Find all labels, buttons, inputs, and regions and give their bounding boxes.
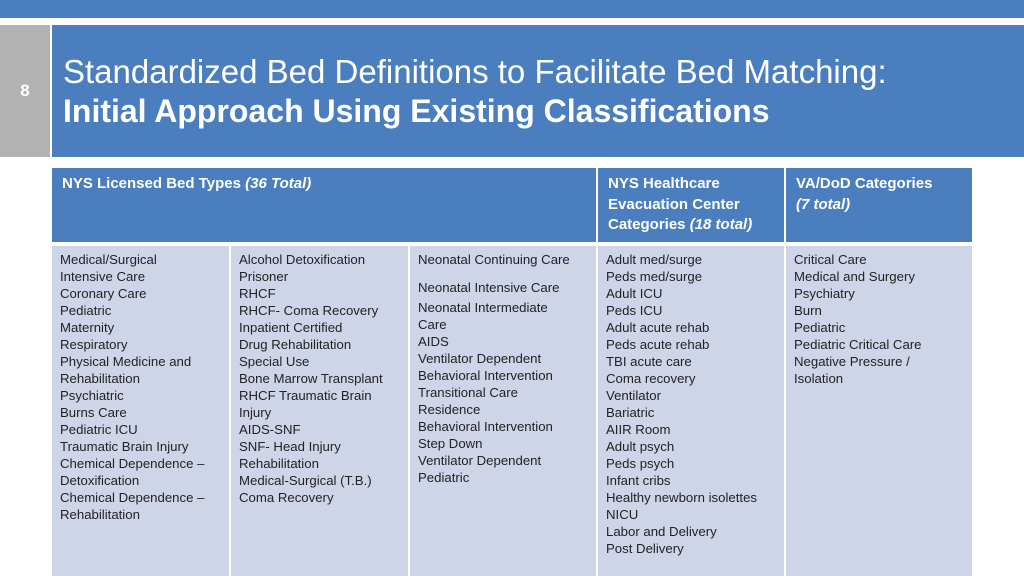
top-band — [0, 0, 1024, 18]
list-item: Step Down — [418, 436, 483, 451]
col-licensed-2 — [231, 246, 408, 576]
list-item: AIDS — [418, 334, 449, 349]
col-licensed-1 — [52, 246, 229, 576]
list-item: Labor and Delivery — [606, 524, 717, 539]
list-item: Coma recovery — [606, 371, 696, 386]
header-nys-licensed — [52, 168, 596, 242]
list-item: Behavioral Intervention — [418, 368, 553, 383]
list-item: Pediatric — [418, 470, 470, 485]
slide-number-text: 8 — [20, 81, 30, 100]
list-item: Adult ICU — [606, 286, 663, 301]
list-item: Burns Care — [60, 405, 127, 420]
list-item: Ventilator — [606, 388, 661, 403]
col-licensed-3 — [410, 246, 596, 576]
list-item: Rehabilitation — [239, 456, 319, 471]
list-item: Coronary Care — [60, 286, 147, 301]
slide-number — [0, 25, 50, 157]
list-item: Peds psych — [606, 456, 675, 471]
list-item: Prisoner — [239, 269, 289, 284]
list-item: RHCF — [239, 286, 276, 301]
list-item: Drug Rehabilitation — [239, 337, 352, 352]
list-item: Ventilator Dependent — [418, 351, 542, 366]
spacer — [418, 268, 588, 279]
list-item: Burn — [794, 303, 822, 318]
list-item: Bone Marrow Transplant — [239, 371, 383, 386]
header-evac-note: (18 total) — [689, 216, 753, 233]
list-item: Residence — [418, 402, 481, 417]
list-item: Medical-Surgical (T.B.) — [239, 473, 372, 488]
col-evac-center — [598, 246, 784, 576]
list-item: Pediatric ICU — [60, 422, 138, 437]
list-item: Chemical Dependence – — [60, 490, 205, 505]
list-item: Ventilator Dependent — [418, 453, 542, 468]
header-evac-line1: NYS Healthcare — [608, 175, 720, 192]
slide-title: Standardized Bed Definitions to Facilitate Bed Matching: — [63, 53, 887, 90]
list-item: Peds med/surge — [606, 269, 703, 284]
list-item: Adult acute rehab — [606, 320, 710, 335]
header-nys-licensed-note: (36 Total) — [245, 175, 312, 192]
list-item: Behavioral Intervention — [418, 419, 553, 434]
list-item: AIDS-SNF — [239, 422, 301, 437]
list-item: Physical Medicine and — [60, 354, 192, 369]
list-item: Healthy newborn isolettes — [606, 490, 758, 505]
list-item: Maternity — [60, 320, 115, 335]
bed-definitions-table — [52, 168, 972, 576]
list-item: SNF- Head Injury — [239, 439, 341, 454]
header-va-dod-label: VA/DoD Categories — [796, 175, 933, 192]
title-bar — [52, 25, 1024, 157]
header-evac-center — [598, 168, 784, 242]
header-evac-line3: Categories — [608, 216, 686, 233]
list-item: Special Use — [239, 354, 310, 369]
list-item: Coma Recovery — [239, 490, 334, 505]
list-item: Medical and Surgery — [794, 269, 915, 284]
list-item: Infant cribs — [606, 473, 671, 488]
list-item: Rehabilitation — [60, 371, 140, 386]
list-item: AIIR Room — [606, 422, 671, 437]
list-item: Critical Care — [794, 252, 867, 267]
list-item: Pediatric Critical Care — [794, 337, 922, 352]
header-nys-licensed-label: NYS Licensed Bed Types — [62, 175, 241, 192]
list-item: Neonatal Intensive Care — [418, 280, 560, 295]
list-item: Pediatric — [794, 320, 846, 335]
list-item: Adult med/surge — [606, 252, 703, 267]
list-item: Negative Pressure / — [794, 354, 910, 369]
list-item: Psychiatry — [794, 286, 855, 301]
col-va-dod — [786, 246, 972, 576]
list-item: Traumatic Brain Injury — [60, 439, 189, 454]
header-va-dod-note: (7 total) — [796, 195, 851, 213]
list-item: RHCF- Coma Recovery — [239, 303, 379, 318]
list-item: Medical/Surgical — [60, 252, 157, 267]
list-item: Care — [418, 317, 447, 332]
list-item: Adult psych — [606, 439, 675, 454]
list-item: Psychiatric — [60, 388, 124, 403]
list-item: RHCF Traumatic Brain — [239, 388, 372, 403]
list-item: Peds acute rehab — [606, 337, 710, 352]
list-item: Respiratory — [60, 337, 128, 352]
list-item: Detoxification — [60, 473, 140, 488]
header-evac-line2: Evacuation Center — [608, 195, 740, 213]
list-item: Neonatal Continuing Care — [418, 252, 570, 267]
list-item: Peds ICU — [606, 303, 663, 318]
list-item: Inpatient Certified — [239, 320, 343, 335]
list-item: Pediatric — [60, 303, 112, 318]
list-item: Bariatric — [606, 405, 655, 420]
list-item: Chemical Dependence – — [60, 456, 205, 471]
list-item: NICU — [606, 507, 639, 522]
list-item: Intensive Care — [60, 269, 146, 284]
list-item: Isolation — [794, 371, 844, 386]
list-item: Transitional Care — [418, 385, 518, 400]
list-item: Alcohol Detoxification — [239, 252, 366, 267]
list-item: TBI acute care — [606, 354, 692, 369]
slide-subtitle: Initial Approach Using Existing Classifications — [63, 93, 770, 129]
header-va-dod — [786, 168, 972, 242]
list-item: Injury — [239, 405, 272, 420]
list-item: Neonatal Intermediate — [418, 300, 548, 315]
list-item: Post Delivery — [606, 541, 684, 556]
list-item: Rehabilitation — [60, 507, 140, 522]
